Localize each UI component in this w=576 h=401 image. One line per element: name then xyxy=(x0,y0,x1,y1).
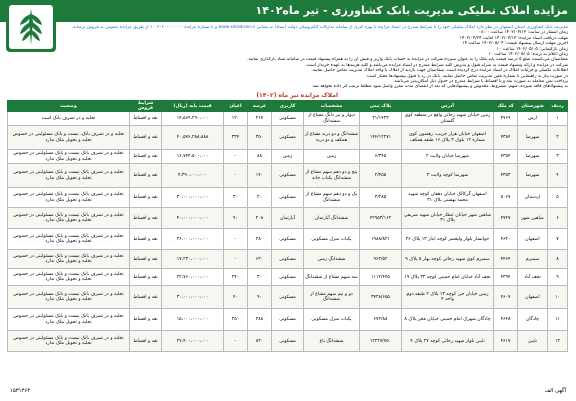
sale-terms-cell: نقد و اقساط xyxy=(130,286,162,309)
sale-terms-cell: نقد و اقساط xyxy=(130,331,162,352)
header-cell: ردیف xyxy=(548,101,568,112)
usage-cell: مسکونی xyxy=(272,286,304,309)
sale-terms-cell: نقد و اقساط xyxy=(130,164,162,188)
address-cell: زمین خیابان جی کوچه ۱۳ پلاک ۲ طبقه دوم واحد ۴ xyxy=(402,286,494,309)
row-number-cell: ۱۲ xyxy=(548,331,568,352)
intro-line: زمان بازگشایی: ۱۴۰۲/۰۵/۰۵ ساعت ۱۰ xyxy=(496,46,568,52)
row-number-cell: ۲ xyxy=(548,126,568,150)
page-header xyxy=(0,0,576,22)
intro-text xyxy=(62,25,568,90)
address-cell: زمین خیابان شهید رجائی واقع در منطقه کوی گلستان xyxy=(402,112,494,126)
registry-plate-cell: ۲۱/۱۴۳۳ xyxy=(360,112,402,126)
description-cell: ششدانگ باغ xyxy=(304,331,360,352)
base-price-cell: ۴۰،۰۰۰،۰۰۰،۰۰۰ xyxy=(162,208,224,229)
land-area-cell: ۲۸۸ xyxy=(248,309,272,331)
usage-cell: مسکونی xyxy=(272,269,304,286)
status-cell: تخلیه و در تصرف بانک نیست و بانک مسئولیتی در خصوص تخلیه و تحویل ملک ندارد xyxy=(8,208,130,229)
base-price-cell: ۳۶،۰۰۰،۰۰۰،۰۰۰ xyxy=(162,229,224,250)
usage-cell: مسکونی xyxy=(272,112,304,126)
description-cell: ششدانگ و دو دربه مشاع از همکف و دو دربه xyxy=(304,126,360,150)
sale-terms-cell: نقد و اقساط xyxy=(130,269,162,286)
row-number-cell: ۹ xyxy=(548,269,568,286)
table-row xyxy=(8,208,568,229)
intro-line: مدیریت بانک کشاورزی استان اصفهان در نظر دارد املاک تملیکی خود را با شرایط مندرج در اسناد مزایده با بهره گیری از سامانه تدارکات الکترونیکی دولت (ستاد) به نشانی www.setadiran.ir و با شماره مزایده ۱۰۰۲۰۲۰۰۰۰۰۰۰۰ از طریق مزایده عمومی به فروش برساند. xyxy=(71,25,568,30)
usage-cell: زمین xyxy=(272,150,304,164)
table-title: املاک مزایده تیر ماه (۱۴۰۲) xyxy=(256,92,338,99)
registry-plate-cell: ۱۴۴/۱۲۲۷۱ xyxy=(360,126,402,150)
property-code-cell: ۴۶۱۷ xyxy=(494,331,518,352)
table-row xyxy=(8,188,568,208)
property-code-cell: ۵۰۶۷ xyxy=(494,188,518,208)
base-price-cell: ۱۷،۲۳۰،۰۰۰،۰۰۰ xyxy=(162,250,224,269)
base-price-cell: ۲۲،۷۶۰،۰۰۰،۰۰۰ xyxy=(162,269,224,286)
sale-terms-cell: نقد و اقساط xyxy=(130,250,162,269)
table-row xyxy=(8,112,568,126)
usage-cell: مسکونی xyxy=(272,250,304,269)
land-area-cell: ۲۸۰ xyxy=(248,229,272,250)
table-row xyxy=(8,250,568,269)
city-cell: شاهین شهر xyxy=(518,208,548,229)
status-cell: تخلیه و در تصرف بانک، نیست و بانک مسئولیتی در خصوص تخلیه و تحویل ملک ندارد xyxy=(8,126,130,150)
page-footer xyxy=(8,382,568,398)
intro-line: مهلت دریافت اسناد مزایده: ۱۴۰۲/۰۴/۱۴ لغایت ۱۴۰۲/۰۴/۲۴ xyxy=(459,35,568,41)
land-area-cell: ۲۰ xyxy=(248,188,272,208)
usage-cell: آپارتمان xyxy=(272,208,304,229)
registry-plate-cell: ۳/۲۸۵ xyxy=(360,188,402,208)
description-cell: یکباب منزل مسکونی xyxy=(304,309,360,331)
building-area-cell: ۱۲۰ xyxy=(224,112,248,126)
city-cell: اصفهان xyxy=(518,229,548,250)
registry-plate-cell: ۳۷۲۸/۶۵۵ xyxy=(360,286,402,309)
table-row xyxy=(8,286,568,309)
sale-terms-cell: نقد و اقساط xyxy=(130,309,162,331)
property-code-cell: ۴۷۶۹ xyxy=(494,112,518,126)
base-price-cell: ۱۴،۵۶۴،۲۹۰،۰۰۰ xyxy=(162,112,224,126)
base-price-cell: ۳۰،۰۰۰،۰۰۰،۰۰۰ xyxy=(162,188,224,208)
intro-line: زمان اعلام به برنده: ۱۴۰۲/۰۵/۰۵ ساعت ۱۰ xyxy=(488,51,568,57)
row-number-cell: ۷ xyxy=(548,229,568,250)
registry-plate-cell: ۲/۴۵۵ xyxy=(360,164,402,188)
base-price-cell: ۱۵،۰۰۰،۰۰۰،۰۰۰ xyxy=(162,309,224,331)
city-cell: چادگان xyxy=(518,309,548,331)
header-cell: آدرس xyxy=(402,101,494,112)
sale-terms-cell: نقد و اقساط xyxy=(130,150,162,164)
description-cell: ششدانگ آپارتمان xyxy=(304,208,360,229)
table-row xyxy=(8,331,568,352)
header-cell: کد ملک xyxy=(494,101,518,112)
intro-line: زمان انتشار در سایت: ۱۴۰۲/۰۴/۱۴ ساعت ۰۸:۰۰ xyxy=(478,30,568,36)
intro-line: متقاضیان می‌بایست مبلغ ۵ درصد قیمت پایه ملک را به عنوان سپرده شرکت در مزایده به حساب بانک واریز و فیش آن را به همراه پیشنهاد قیمت در سامانه ستاد بارگذاری نمایند. xyxy=(247,57,568,63)
footer-label: آگهی الف xyxy=(544,388,566,394)
status-cell: تخلیه و در تصرف بانک نیست و بانک مسئولیتی در خصوص تخلیه و تحویل ملک ندارد xyxy=(8,150,130,164)
sale-terms-cell: نقد و اقساط xyxy=(130,208,162,229)
property-code-cell: ۴۶۴۸ xyxy=(494,309,518,331)
row-number-cell: ۶ xyxy=(548,208,568,229)
base-price-cell: ۴۰،۵۷۶،۲۸۸،۸۸۸ xyxy=(162,126,224,150)
land-area-cell: ۳۵۰ xyxy=(248,126,272,150)
row-number-cell: ۵ xyxy=(548,188,568,208)
property-code-cell: ۴۳۵۴ xyxy=(494,150,518,164)
footer-number: ۱۵۳۱۴۶۴ xyxy=(10,388,31,394)
header-cell: عرصه xyxy=(248,101,272,112)
status-cell: تخلیه و در تصرف بانک نیست و بانک مسئولیتی در خصوص تخلیه و تحویل ملک ندارد xyxy=(8,164,130,188)
city-cell: سمیرم xyxy=(518,250,548,269)
table-row xyxy=(8,150,568,164)
description-cell: دو و نیم سهم مشاع از ششدانگ xyxy=(304,286,360,309)
address-cell: چادگان شهرک امام خمینی خیابان فجر پلاک ۸ xyxy=(402,309,494,331)
intro-line: به پیشنهادهای فاقد سپرده، مبهم، مشروط، مخدوش و پیشنهادهایی که بعد از انقضای مدت مقرر واصل شود مطلقاً ترتیب اثر داده نخواهد شد. xyxy=(311,84,568,90)
address-cell: نایین بلوار شهید رجائی کوچه ۲۷ پلاک ۴ xyxy=(402,331,494,352)
registry-plate-cell: ۶۷۲/۸۸ xyxy=(360,309,402,331)
intro-line: پرداخت ثمن معامله به صورت نقد و یا اقساط با شرایط مندرج در جدول ذیل امکان‌پذیر می‌باشد. xyxy=(393,78,568,84)
status-cell: تخلیه و در تصرف بانک است xyxy=(8,112,130,126)
city-cell: اصفهان xyxy=(518,286,548,309)
address-cell: نجف آباد خیابان امام خمینی کوچه ۳۳ پلاک ۱۹ xyxy=(402,269,494,286)
header-cell: پلاک ثبتی xyxy=(360,101,402,112)
property-code-cell: ۴۳۵۳ xyxy=(494,164,518,188)
header-cell: کاربری xyxy=(272,101,304,112)
table-row xyxy=(8,309,568,331)
header-cell: وضعیت xyxy=(8,101,130,112)
description-cell: ششدانگ زمین xyxy=(304,250,360,269)
status-cell: تخلیه و در تصرف بانک نیست و بانک مسئولیتی در خصوص تخلیه و تحویل ملک ندارد xyxy=(8,286,130,309)
intro-line: شرکت در مزایده و ارائه پیشنهاد قیمت به منزله قبول و پذیرش کلیه شرایط مندرج در اسناد مزایده می‌باشد و کلیه هزینه‌ها به عهده خریدار است. xyxy=(305,62,568,68)
land-area-cell: ۹۰ xyxy=(248,286,272,309)
header-cell: قیمت پایه (ریال) xyxy=(162,101,224,112)
property-code-cell: ۴۳۹۴ xyxy=(494,269,518,286)
status-cell: تخلیه و در تصرف بانک نیست و بانک مسئولیتی در خصوص تخلیه و تحویل ملک ندارد xyxy=(8,309,130,331)
address-cell: شاهین شهر خیابان عطار خیابان شهید شریفی پلاک ۳۱ xyxy=(402,208,494,229)
sale-terms-cell: نقد و اقساط xyxy=(130,229,162,250)
usage-cell: مسکونی xyxy=(272,164,304,188)
building-area-cell: - xyxy=(224,150,248,164)
row-number-cell: ۱۰ xyxy=(548,286,568,309)
building-area-cell: ۳۰ xyxy=(224,188,248,208)
base-price-cell: ۱۶،۷۴۴،۵۰۰،۰۰۰ xyxy=(162,150,224,164)
address-cell: اصفهان خیابان هزار جریب، رهنمون کوی شماره ۱۲ بلوک ۳ پلاک ۱۶ طبقه همکف xyxy=(402,126,494,150)
address-cell: سمیرم کوی شهید رجائی کوچه بهار ۵ پلاک ۹ xyxy=(402,250,494,269)
status-cell: تخلیه و در تصرف بانک نیست و بانک مسئولیتی در خصوص تخلیه و تحویل ملک ندارد xyxy=(8,229,130,250)
building-area-cell: ۴۰ xyxy=(224,286,248,309)
header-cell: شهرستان xyxy=(518,101,548,112)
land-area-cell: ۸۸ xyxy=(248,150,272,164)
base-price-cell: ۲۷،۴۰۰،۰۰۰،۰۰۰ xyxy=(162,331,224,352)
status-cell: تخلیه و در تصرف بانک نیست و بانک مسئولیتی در خصوص تخلیه و تحویل ملک ندارد xyxy=(8,269,130,286)
property-code-cell: ۴۳۸۴ xyxy=(494,126,518,150)
registry-plate-cell: ۹۶۲/۵۲ xyxy=(360,250,402,269)
sale-terms-cell: نقد و اقساط xyxy=(130,126,162,150)
header-cell: مشخصات xyxy=(304,101,360,112)
property-code-cell: ۴۴۶۴ xyxy=(494,250,518,269)
registry-plate-cell: ۱۱۱۲/۴۴۵ xyxy=(360,269,402,286)
row-number-cell: ۱۱ xyxy=(548,309,568,331)
usage-cell: مسکونی xyxy=(272,126,304,150)
city-cell: شهرضا xyxy=(518,150,548,164)
description-cell: زمین xyxy=(304,150,360,164)
building-area-cell: - xyxy=(224,250,248,269)
city-cell: نجف آباد xyxy=(518,269,548,286)
header-cell: شرایط فروش xyxy=(130,101,162,112)
building-area-cell: ۳۳۴ xyxy=(224,126,248,150)
usage-cell: مسکونی xyxy=(272,188,304,208)
registry-plate-cell: ۱۲۲۲۷/۷۵۰ xyxy=(360,331,402,352)
status-cell: تخلیه و در تصرف بانک نیست و بانک مسئولیتی در خصوص تخلیه و تحویل ملک ندارد xyxy=(8,188,130,208)
table-header-row xyxy=(8,101,568,112)
address-cell: اصفهان گرکالک خیابان دهقان کوچه شهید محمد بهشتی پلاک ۳۱ xyxy=(402,188,494,208)
building-area-cell: - xyxy=(224,229,248,250)
row-number-cell: ۴ xyxy=(548,164,568,188)
intro-line: در صورت نیاز به راهنمایی با شماره تلفن مدیریت تماس حاصل نمایند. بانک در رد یا قبول پیشنهادها مختار است. xyxy=(365,73,568,79)
auction-table xyxy=(7,100,568,352)
land-area-cell: ۳۰ xyxy=(248,269,272,286)
city-cell: شهرضا xyxy=(518,126,548,150)
description-cell: یکباب منزل مسکونی xyxy=(304,229,360,250)
bank-logo xyxy=(6,2,56,52)
row-number-cell: ۱ xyxy=(548,112,568,126)
building-area-cell: - xyxy=(224,164,248,188)
building-area-cell: ۲۴۰ xyxy=(224,269,248,286)
table-row xyxy=(8,126,568,150)
usage-cell: مسکونی xyxy=(272,331,304,352)
intro-line: اطلاعات تکمیلی و جزئیات املاک در اسناد مزایده درج گردیده است. متقاضیان جهت بازدید از املاک با واحد املاک مدیریت تماس حاصل نمایند. xyxy=(311,68,568,74)
description-cell: دیوار و تیر دانگ مشاع از ششدانگ xyxy=(304,112,360,126)
table-row xyxy=(8,269,568,286)
city-cell: نایین xyxy=(518,331,548,352)
city-cell: شهرضا xyxy=(518,164,548,188)
base-price-cell: ۳۰،۰۰۰،۰۰۰،۰۰۰ xyxy=(162,286,224,309)
sale-terms-cell: نقد و اقساط xyxy=(130,112,162,126)
row-number-cell: ۳ xyxy=(548,150,568,164)
sale-terms-cell: نقد و اقساط xyxy=(130,188,162,208)
land-area-cell: ۸۳۰ xyxy=(248,331,272,352)
base-price-cell: ۴،۳۹۰،۰۰۰،۰۰۰ xyxy=(162,164,224,188)
land-area-cell: ۱۴۰ xyxy=(248,164,272,188)
row-number-cell: ۸ xyxy=(548,250,568,269)
usage-cell: مسکونی xyxy=(272,229,304,250)
registry-plate-cell: ۶/۳۴۵ xyxy=(360,150,402,164)
land-area-cell: ۶۲۰ xyxy=(248,250,272,269)
table-row xyxy=(8,229,568,250)
intro-line: آخرین مهلت ارسال پیشنهاد قیمت: ۱۴۰۲/۰۵/۰۴ ساعت ۱۴ xyxy=(462,41,568,47)
city-cell: اردستان xyxy=(518,188,548,208)
registry-plate-cell: ۴۲۹۵۳/۱۶۲ xyxy=(360,208,402,229)
property-code-cell: ۴۷۴۷ xyxy=(494,208,518,229)
description-cell: یک و دو دهم سهم مشاع از ششدانگ xyxy=(304,188,360,208)
description-cell: پنج و دو دهم سهم مشاع از ششدانگ یکباب خانه xyxy=(304,164,360,188)
page-title: مزایده املاک تملیکی مدیریت بانک کشاورزی - تیر ماه۱۴۰۲ xyxy=(255,4,568,17)
city-cell: ارس xyxy=(518,112,548,126)
building-area-cell: ۲۵۰ xyxy=(224,309,248,331)
property-code-cell: ۴۶۲۰ xyxy=(494,229,518,250)
header-cell: اعیان xyxy=(224,101,248,112)
address-cell: شهرضا کوچه ولایت ۳ xyxy=(402,164,494,188)
usage-cell: مسکونی xyxy=(272,309,304,331)
table-row xyxy=(8,164,568,188)
registry-plate-cell: ۱۹۸۸/۸۲۱ xyxy=(360,229,402,250)
status-cell: تخلیه و در تصرف بانک نیست و بانک مسئولیتی در خصوص تخلیه و تحویل ملک ندارد xyxy=(8,250,130,269)
building-area-cell: ۹۰ xyxy=(224,208,248,229)
property-code-cell: ۴۶۰۷ xyxy=(494,286,518,309)
status-cell: تخلیه و در تصرف بانک نیست و بانک مسئولیتی در خصوص تخلیه و تحویل ملک ندارد xyxy=(8,331,130,352)
land-area-cell: ۲۰۸ xyxy=(248,208,272,229)
address-cell: شهرضا خیابان ولایت ۲ xyxy=(402,150,494,164)
address-cell: خوانسار بلوار ولیعصر کوچه ایثار ۱۳ پلاک ۲۶ xyxy=(402,229,494,250)
description-cell: سه سهم مشاع از ششدانگ xyxy=(304,269,360,286)
land-area-cell: ۲۶۷ xyxy=(248,112,272,126)
building-area-cell: - xyxy=(224,331,248,352)
